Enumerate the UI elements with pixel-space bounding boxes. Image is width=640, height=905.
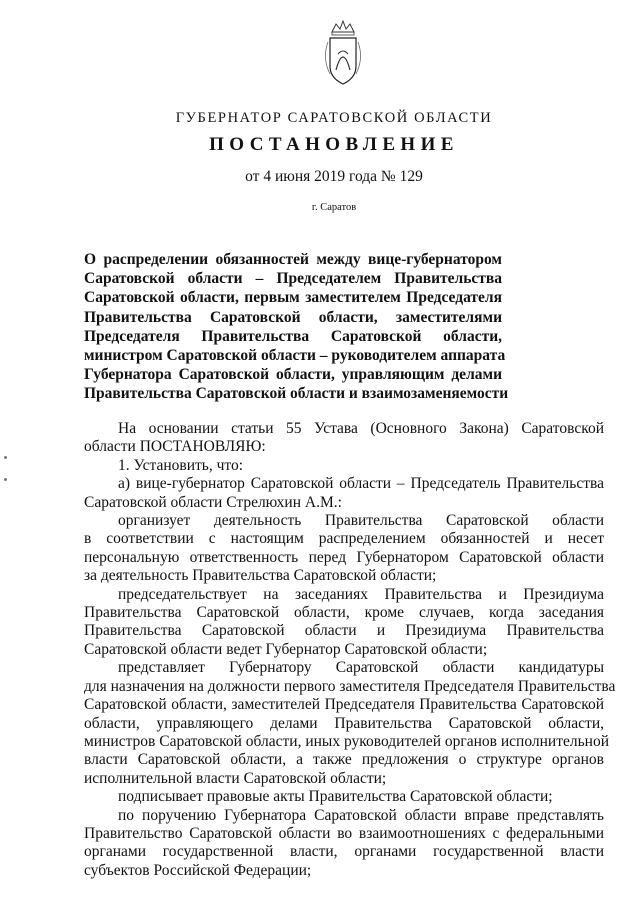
subject-line: Правительства Саратовской области, заместителями <box>84 308 502 326</box>
margin-dot <box>4 478 7 481</box>
document-city: г. Саратов <box>311 202 357 213</box>
document-type: ПОСТАНОВЛЕНИЕ <box>209 134 459 155</box>
subject-line: О распределении обязанностей между вице-губернатором <box>84 251 502 268</box>
item-a <box>84 475 604 512</box>
duty-paragraph-5 <box>84 807 604 881</box>
subject-line: Председателя Правительства Саратовской области, <box>84 327 502 345</box>
body-line: в соответствии с настоящим распределением обязанностей и несет <box>84 530 604 548</box>
body-line: власти Саратовской области, а также предложения о структуре органов <box>84 751 604 769</box>
body-line: подписывает правовые акты Правительства Саратовской области; <box>118 788 553 806</box>
issuer-title: ГУБЕРНАТОР САРАТОВСКОЙ ОБЛАСТИ <box>175 110 493 126</box>
body-line: органами государственной власти, органами государственной власти <box>84 843 604 861</box>
body-line: персональную ответственность перед Губернатором Саратовской области <box>84 548 604 566</box>
subject-line: Губернатора Саратовской области, управляющим делами <box>84 366 502 384</box>
body-line: области, управляющего делами Правительства Саратовской области, <box>84 714 604 732</box>
body-line: Саратовской области Стрелюхин А.М.: <box>84 493 342 511</box>
body-line: области ПОСТАНОВЛЯЮ: <box>84 438 266 456</box>
body-line: субъектов Российской Федерации; <box>84 861 312 879</box>
body-line: исполнительной власти Саратовской области; <box>84 769 387 787</box>
intro-paragraph <box>84 420 604 457</box>
body-line: а) вице-губернатор Саратовской области – Председатель Правительства <box>118 475 604 493</box>
body-line: Правительства Саратовской области и Президиума Правительства <box>84 622 604 640</box>
body-line: На основании статьи 55 Устава (Основного Закона) Саратовской <box>118 420 604 437</box>
body-line: Правительство Саратовской области во взаимоотношениях с федеральными <box>84 824 604 842</box>
body-line: представляет Губернатору Саратовской области кандидатуры <box>118 659 604 677</box>
document-subject <box>84 250 509 404</box>
subject-line: министром Саратовской области – руководителем аппарата <box>84 347 506 365</box>
margin-dot <box>4 456 7 459</box>
duty-paragraph-3 <box>84 659 616 788</box>
item-1 <box>84 457 604 475</box>
body-line: министров Саратовской области, иных руководителей органов исполнительной <box>84 732 609 750</box>
body-line: Саратовской области ведет Губернатор Саратовской области; <box>84 640 488 658</box>
duty-paragraph-1 <box>84 512 604 586</box>
body-line: за деятельность Правительства Саратовской области; <box>84 567 437 585</box>
subject-line: Правительства Саратовской области и взаимозаменяемости <box>84 385 509 403</box>
body-line: Правительства Саратовской области, кроме случаев, когда заседания <box>84 604 604 622</box>
body-line: председательствует на заседаниях Правительства и Президиума <box>118 585 604 603</box>
saratov-coat-of-arms-icon <box>318 18 368 88</box>
body-line: организует деятельность Правительства Саратовской области <box>118 512 604 530</box>
body-line: для назначения на должности первого заместителя Председателя Правительства <box>84 677 616 695</box>
subject-line: Саратовской области, первым заместителем Председателя <box>84 289 502 307</box>
body-line: 1. Установить, что: <box>118 456 244 474</box>
duty-paragraph-4 <box>84 788 604 806</box>
subject-line: Саратовской области – Председателем Правительства <box>84 270 502 288</box>
document-date: от 4 июня 2019 года № 129 <box>245 168 423 185</box>
document-body <box>84 420 616 880</box>
duty-paragraph-2 <box>84 586 604 660</box>
body-line: Саратовской области, заместителей Председателя Правительства Саратовской <box>84 696 604 714</box>
body-line: по поручению Губернатора Саратовской области вправе представлять <box>118 806 604 824</box>
